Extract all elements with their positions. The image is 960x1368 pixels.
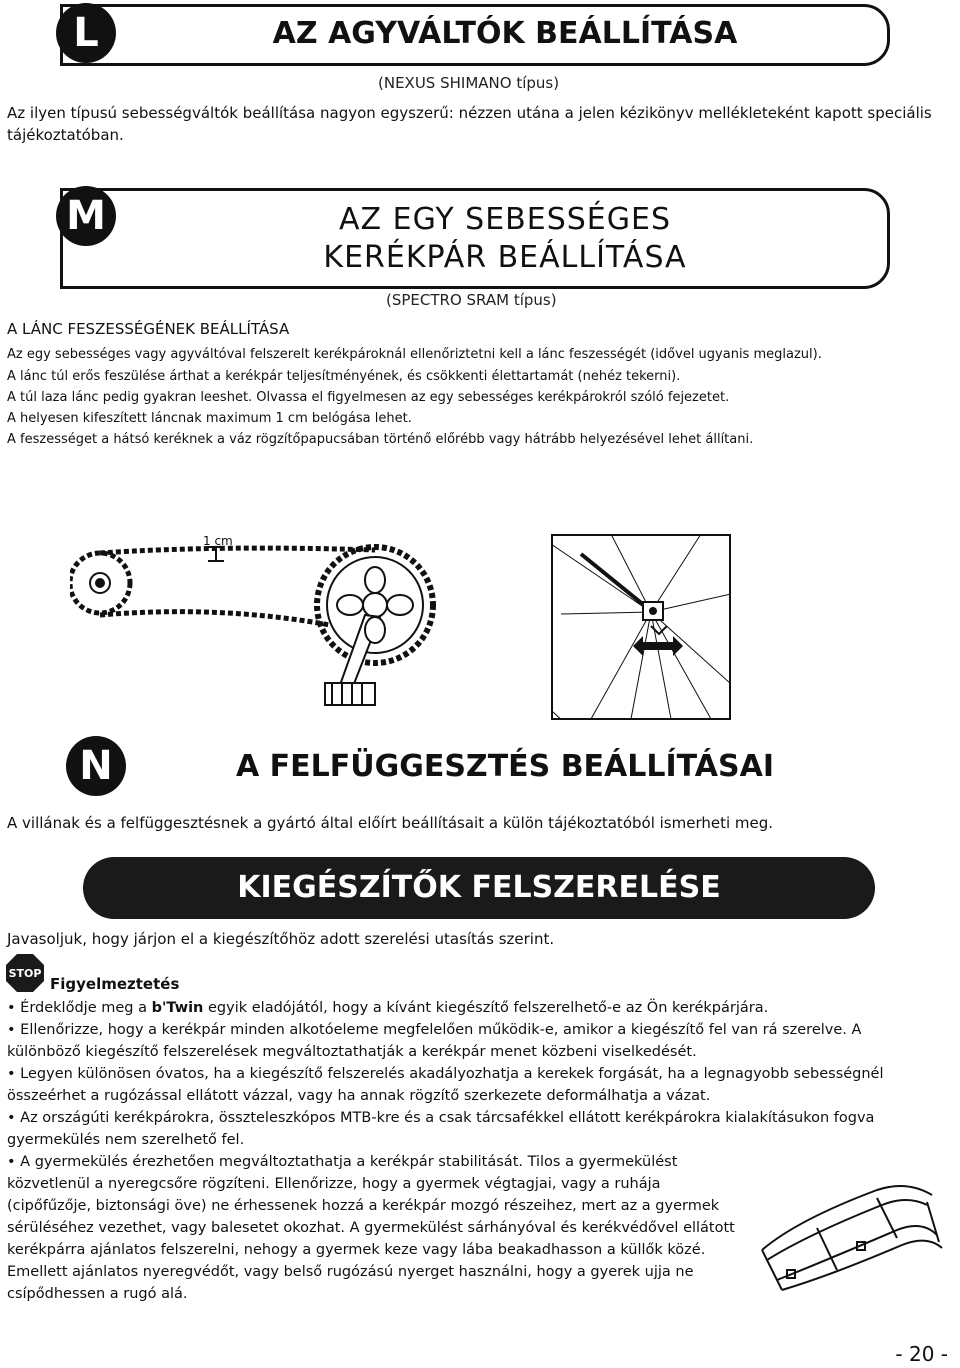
warning-bullet-5: • A gyermekülés érezhetően megváltoztathatja a kerékpár stabilitását. Tilos a gyermekülést közvetlenül a nyeregcsőre rögzíteni. Ellenőrizze, hogy a gyermek végtagjai, vagy a ruhája (cipőfűzője, biztonsági öve) ne érhessenek hozzá a kerékpár mozgó részeihez, mert az a gyermek sérüléséhez vezethet, vagy balesetet okozhat. A gyermekülést sárhányóval és kerékvédővel ellátott kerékpárra ajánlatos felszerelni, nehogy a gyermek keze vagy lába beakadhasson a küllők közé. Emellett ajánlatos nyeregvédőt, vagy belső rugózású nyerget használni, hogy a gyerek ujja ne csípődhessen a rugó alá. [7,1151,737,1305]
section-m-line-2: A lánc túl erős feszülése árthat a kerékpár teljesítményének, és csökkenti élettartamát (nehéz tekerni). [7,369,681,384]
accessories-title: KIEGÉSZÍTŐK FELSZERELÉSE [237,870,721,905]
section-m-line-4: A helyesen kifeszített láncnak maximum 1 cm belógása lehet. [7,411,412,426]
section-l-subtitle: (NEXUS SHIMANO típus) [378,74,560,92]
accessories-intro: Javasoljuk, hogy járjon el a kiegészítőhöz adott szerelési utasítás szerint. [7,930,555,948]
section-m-line-3: A túl laza lánc pedig gyakran leeshet. Olvassa el figyelmesen az egy sebességes kerékpárokról szóló fejezetet. [7,390,730,405]
page-number: - 20 - [895,1342,948,1366]
bullet-1-text-pre: Érdeklődje meg a [20,1000,152,1016]
warning-bullet-2: • Ellenőrizze, hogy a kerékpár minden alkotóeleme megfelelően működik-e, amikor a kiegészítő fel van rá szerelve. A különböző kiegészítő felszerelések megváltoztathatják a kerékpár menet közbeni viselkedését. [7,1019,937,1063]
section-l-title: AZ AGYVÁLTÓK BEÁLLÍTÁSA [272,16,738,51]
brand-name: b'Twin [151,1000,204,1016]
section-n-title: A FELFÜGGESZTÉS BEÁLLÍTÁSAI [235,749,775,784]
warning-bullet-1 [7,997,937,1019]
section-m-line-1: Az egy sebességes vagy agyváltóval felszerelt kerékpároknál ellenőriztetni kell a lánc feszességét (idővel ugyanis meglazul). [7,347,822,362]
section-n-body: A villának és a felfüggesztésnek a gyártó által előírt beállításait a külön tájékoztatóból ismerheti meg. [7,814,774,832]
section-m-heading: A LÁNC FESZESSÉGÉNEK BEÁLLÍTÁSA [7,320,290,338]
bullet-1-text-post: egyik eladójától, hogy a kívánt kiegészítő felszerelhető-e az Ön kerékpárjára. [203,1000,769,1016]
section-m-title-line2: KERÉKPÁR BEÁLLÍTÁSA [323,240,687,275]
warning-heading: Figyelmeztetés [50,975,180,993]
section-l-badge: L [56,3,116,63]
rear-wheel-dropout-illustration [551,534,731,720]
warning-bullet-3: • Legyen különösen óvatos, ha a kiegészítő felszerelés akadályozhatja a kerekek forgását, ha a legnagyobb sebességnél összeérhet a rugózással ellátott vázzal, vagy ha annak rögzítő szerkezete deformálhatja a vázat. [7,1063,937,1107]
stop-sign-icon [5,953,45,993]
chain-sag-label: 1 cm [203,534,233,548]
section-m-title-line1: AZ EGY SEBESSÉGES [339,202,671,237]
section-m-badge: M [56,186,116,246]
section-n-badge: N [66,736,126,796]
bottle-cage-illustration [757,1180,947,1310]
chain-tension-illustration [70,525,460,725]
section-l-body: Az ilyen típusú sebességváltók beállítása nagyon egyszerű: nézzen utána a jelen kézikönyv mellékleteként kapott speciális tájékoztatóban. [7,104,932,144]
stop-sign-label: STOP [8,967,42,980]
section-m-line-5: A feszességet a hátsó keréknek a váz rögzítőpapucsában történő előrébb vagy hátrább helyezésével lehet állítani. [7,432,754,447]
accessories-title-banner [83,857,875,919]
warning-bullet-4: • Az országúti kerékpárokra, összteleszkópos MTB-kre és a csak tárcsafékkel ellátott kerékpárokra kialakításukon fogva gyermekülés nem szerelhető fel. [7,1107,937,1151]
section-m-subtitle: (SPECTRO SRAM típus) [386,291,557,309]
